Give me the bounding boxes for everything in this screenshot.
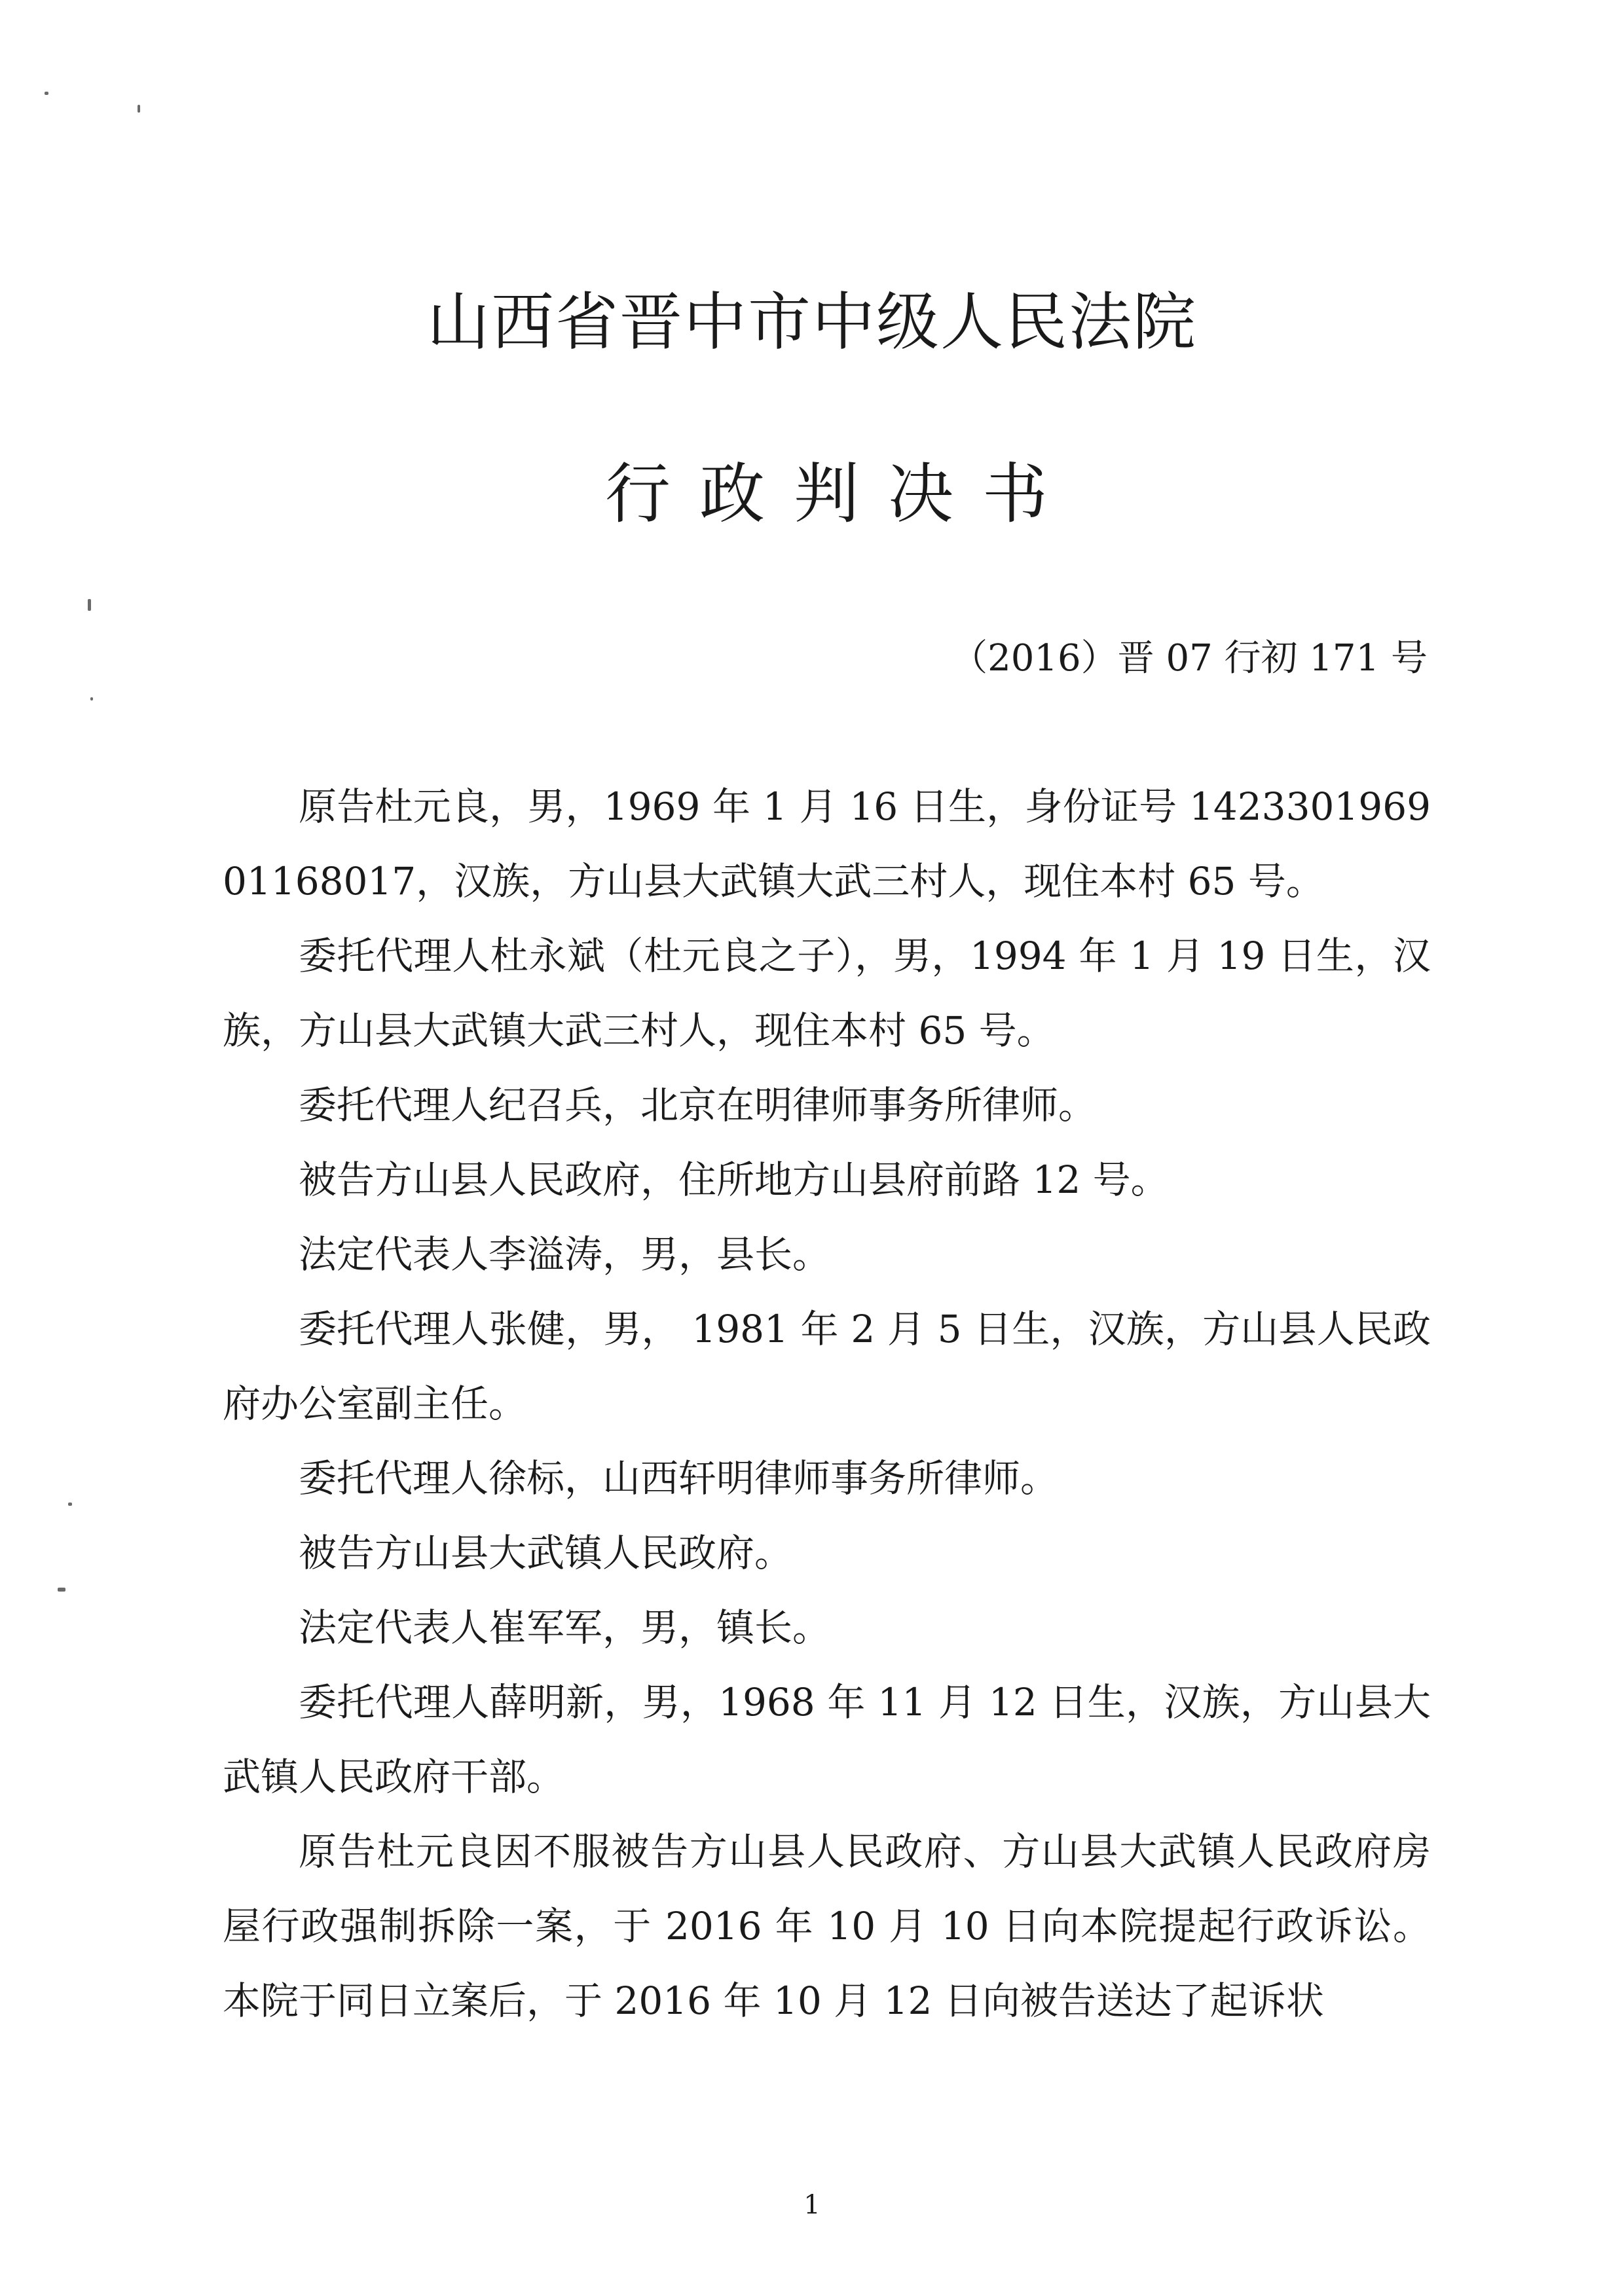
paragraph-defendant-1-representative: 法定代表人李溢涛，男，县长。 xyxy=(299,1232,831,1277)
scan-speck xyxy=(90,697,93,701)
paragraph-defendant-2-representative: 法定代表人崔军军，男，镇长。 xyxy=(299,1605,831,1650)
paragraph-defendant-2: 被告方山县大武镇人民政府。 xyxy=(299,1531,793,1575)
case-number: （2016）晋 07 行初 171 号 xyxy=(951,637,1428,680)
paragraph-defendant-2-agent: 委托代理人薛明新，男，1968 年 11 月 12 日生，汉族，方山县大武镇人民政府干部。 xyxy=(223,1680,1431,1799)
paragraph-plaintiff-agent-1: 委托代理人杜永斌（杜元良之子），男，1994 年 1 月 19 日生，汉族，方山县大武镇大武三村人，现住本村 65 号。 xyxy=(223,934,1431,1053)
paragraph-defendant-1: 被告方山县人民政府，住所地方山县府前路 12 号。 xyxy=(299,1157,1169,1202)
scan-speck xyxy=(45,92,48,95)
court-name: 山西省晋中市中级人民法院 xyxy=(427,285,1197,359)
paragraph-plaintiff: 原告杜元良，男，1969 年 1 月 16 日生，身份证号 142330196901168017，汉族，方山县大武镇大武三村人，现住本村 65 号。 xyxy=(223,784,1431,903)
scan-speck xyxy=(138,105,140,113)
document-type-title: 行政判决书 xyxy=(605,456,1077,532)
document-body xyxy=(223,769,1431,2038)
scan-speck xyxy=(88,599,91,611)
paragraph-defendant-1-agent-1: 委托代理人张健，男， 1981 年 2 月 5 日生，汉族，方山县人民政府办公室副主任。 xyxy=(223,1307,1431,1426)
paragraph-case-summary: 原告杜元良因不服被告方山县人民政府、方山县大武镇人民政府房屋行政强制拆除一案，于 2016 年 10 月 10 日向本院提起行政诉讼。本院于同日立案后，于 2016 年 10 月 12 日向被告送达了起诉状 xyxy=(223,1829,1431,2023)
paragraph-plaintiff-agent-2: 委托代理人纪召兵，北京在明律师事务所律师。 xyxy=(299,1083,1097,1127)
scan-speck xyxy=(68,1503,72,1506)
scan-speck xyxy=(58,1588,65,1592)
paragraph-defendant-1-agent-2: 委托代理人徐标，山西轩明律师事务所律师。 xyxy=(299,1456,1059,1501)
page-number: 1 xyxy=(803,2190,821,2220)
